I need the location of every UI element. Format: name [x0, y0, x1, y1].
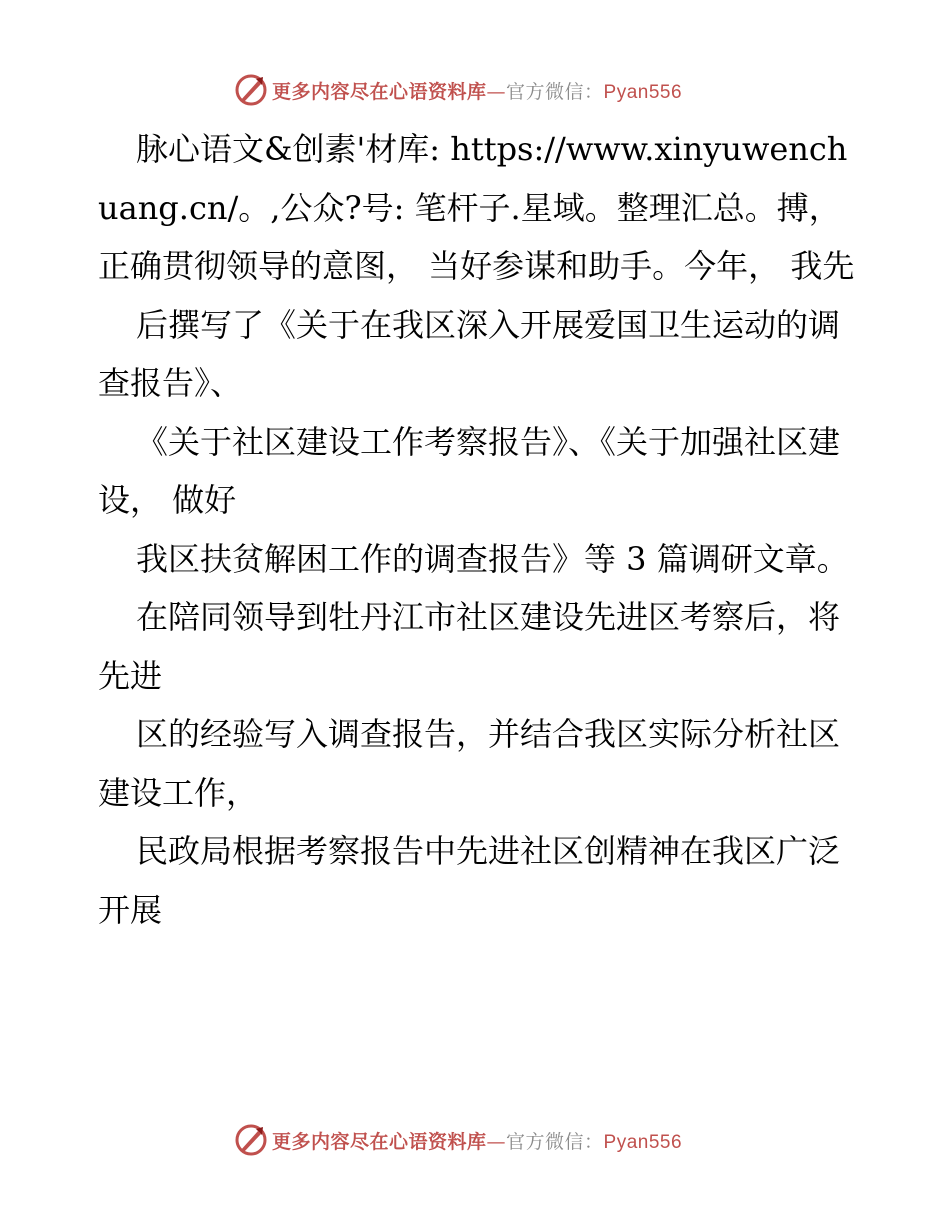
paragraph-3: 《关于社区建设工作考察报告》、《关于加强社区建设， 做好: [98, 422, 841, 519]
watermark-label: 官方微信：: [506, 80, 604, 103]
watermark-wechat-id: Pyan556: [603, 81, 683, 103]
watermark-separator: —: [486, 80, 507, 103]
footer-watermark: [234, 1122, 682, 1158]
paragraph-1: 脉心语文&创素'材库: https://www.xinyuwenchuang.cn/。,公众?号: 笔杆子.星域。整理汇总。搏， 正确贯彻领导的意图， 当好参谋和助手。今年， 我先: [98, 130, 855, 285]
quill-logo-icon: [234, 1123, 268, 1157]
quill-logo-icon: [234, 73, 268, 107]
watermark-wechat-id: Pyan556: [603, 1131, 683, 1153]
paragraph-6: 区的经验写入调查报告，并结合我区实际分析社区建设工作，: [98, 715, 841, 812]
watermark-separator: —: [486, 1130, 507, 1153]
watermark-label: 官方微信：: [506, 1130, 604, 1153]
paragraph-2: 后撰写了《关于在我区深入开展爱国卫生运动的调查报告》、: [98, 305, 841, 402]
header-watermark: [234, 72, 682, 108]
watermark-main-text: 更多内容尽在心语资料库: [272, 1130, 487, 1153]
paragraph-7: 民政局根据考察报告中先进社区创精神在我区广泛开展: [98, 832, 841, 929]
paragraph-5: 在陪同领导到牡丹江市社区建设先进区考察后，将先进: [98, 598, 841, 695]
document-body: [98, 120, 858, 939]
paragraph-4: 我区扶贫解困工作的调查报告》等 3 篇调研文章。: [136, 539, 849, 578]
watermark-main-text: 更多内容尽在心语资料库: [272, 80, 487, 103]
